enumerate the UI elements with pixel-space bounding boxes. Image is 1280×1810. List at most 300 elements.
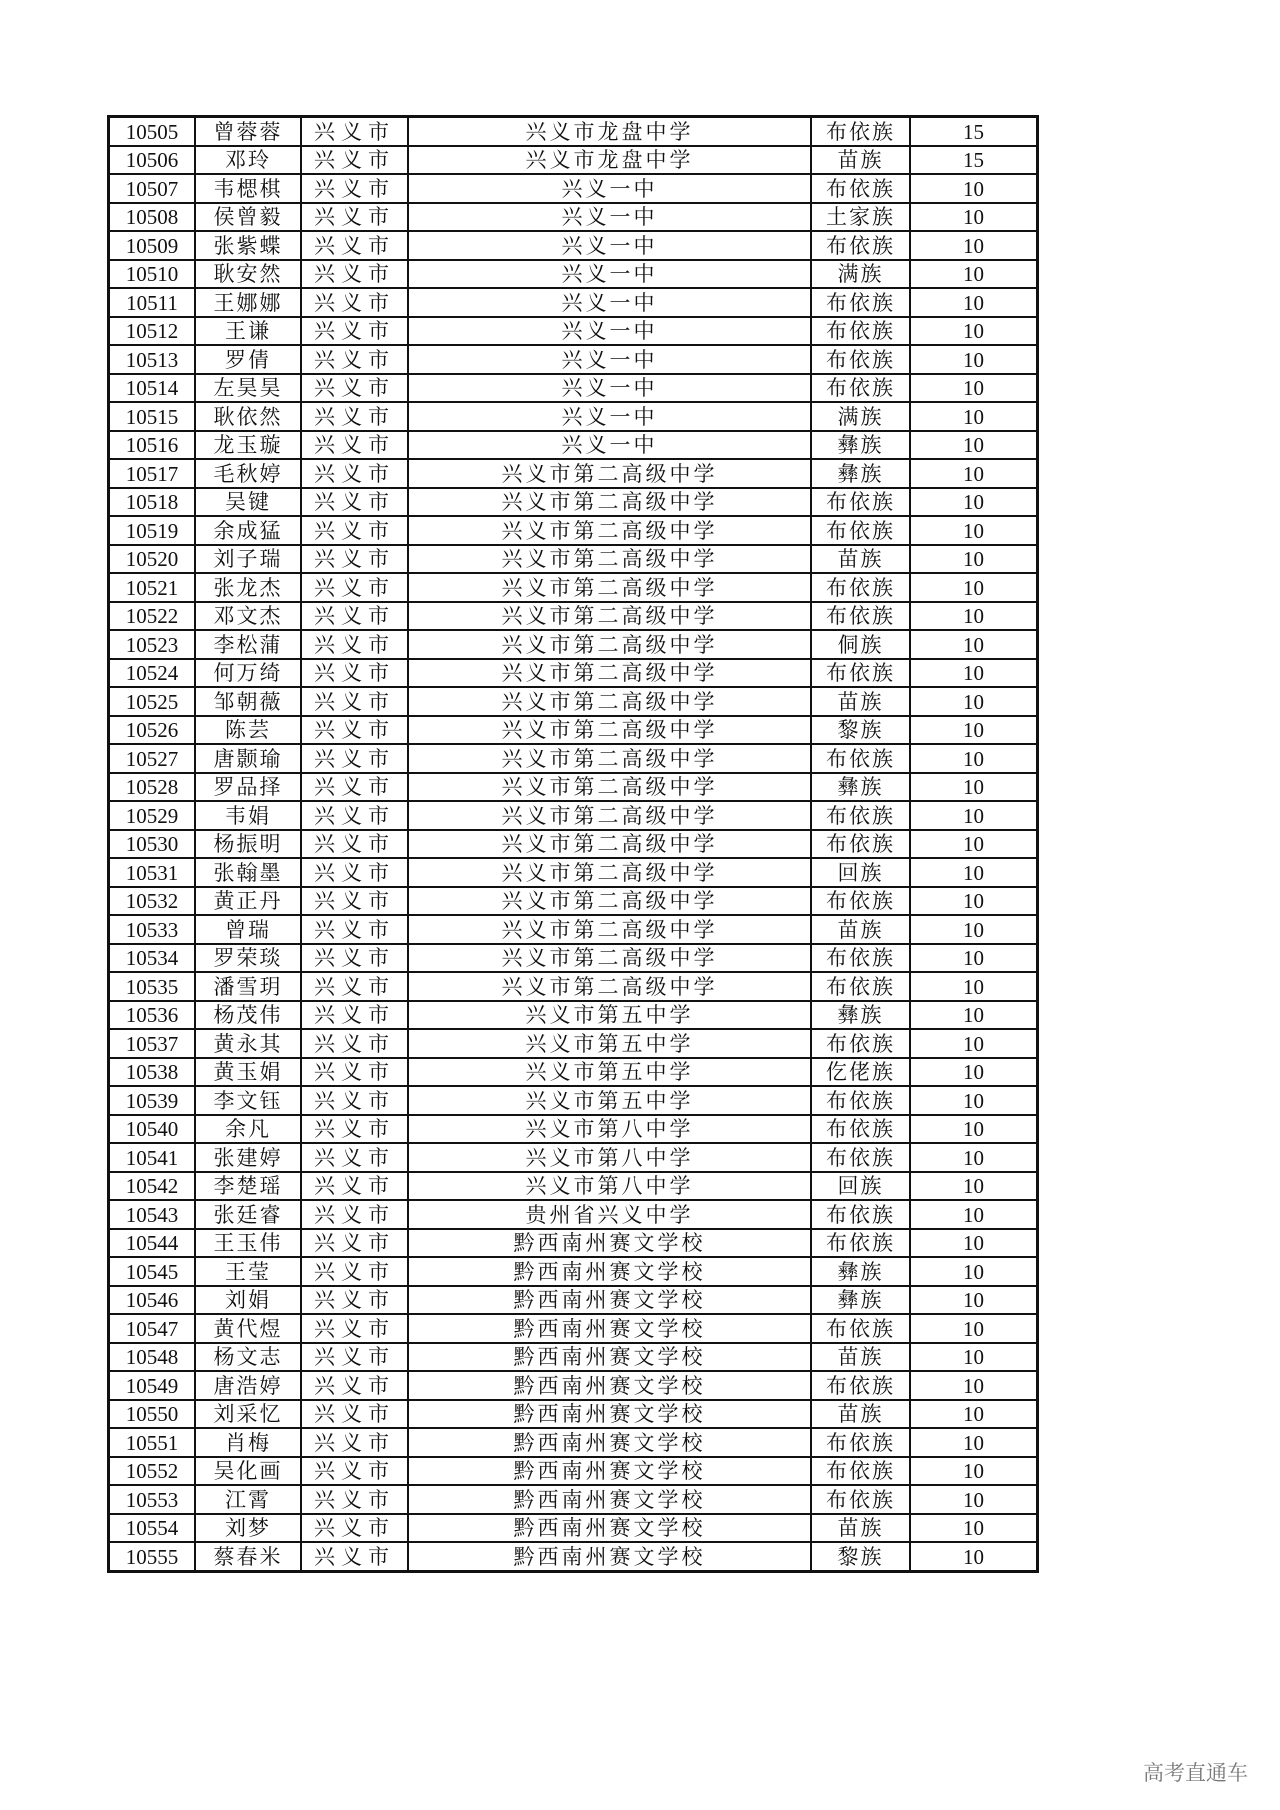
school-cell: 兴义市第二高级中学 [408, 830, 811, 859]
student-id-cell: 10531 [109, 858, 196, 887]
student-id-cell: 10512 [109, 317, 196, 346]
table-row [109, 630, 1038, 659]
student-name-cell: 余成猛 [195, 516, 301, 545]
table-row [109, 1400, 1038, 1429]
student-id-cell: 10521 [109, 573, 196, 602]
student-id-cell: 10551 [109, 1428, 196, 1457]
city-cell: 兴义市 [301, 858, 408, 887]
ethnicity-cell: 回族 [811, 858, 910, 887]
points-cell: 10 [910, 1257, 1038, 1286]
school-cell: 黔西南州赛文学校 [408, 1428, 811, 1457]
student-id-cell: 10547 [109, 1314, 196, 1343]
school-cell: 兴义市第二高级中学 [408, 630, 811, 659]
student-name-cell: 唐颢瑜 [195, 744, 301, 773]
table-row [109, 488, 1038, 517]
points-cell: 10 [910, 1086, 1038, 1115]
city-cell: 兴义市 [301, 602, 408, 631]
student-name-cell: 王谦 [195, 317, 301, 346]
student-name-cell: 杨茂伟 [195, 1001, 301, 1030]
student-name-cell: 刘梦 [195, 1514, 301, 1543]
city-cell: 兴义市 [301, 288, 408, 317]
student-name-cell: 刘采忆 [195, 1400, 301, 1429]
student-id-cell: 10506 [109, 146, 196, 175]
city-cell: 兴义市 [301, 1143, 408, 1172]
city-cell: 兴义市 [301, 146, 408, 175]
table-row [109, 374, 1038, 403]
student-name-cell: 耿依然 [195, 402, 301, 431]
student-name-cell: 毛秋婷 [195, 459, 301, 488]
city-cell: 兴义市 [301, 1485, 408, 1514]
city-cell: 兴义市 [301, 915, 408, 944]
points-cell: 10 [910, 345, 1038, 374]
table-row [109, 1172, 1038, 1201]
points-cell: 10 [910, 1200, 1038, 1229]
school-cell: 黔西南州赛文学校 [408, 1457, 811, 1486]
student-name-cell: 蔡春米 [195, 1542, 301, 1571]
ethnicity-cell: 满族 [811, 260, 910, 289]
school-cell: 黔西南州赛文学校 [408, 1371, 811, 1400]
ethnicity-cell: 满族 [811, 402, 910, 431]
points-cell: 10 [910, 1542, 1038, 1571]
ethnicity-cell: 黎族 [811, 1542, 910, 1571]
points-cell: 10 [910, 573, 1038, 602]
table-row [109, 1371, 1038, 1400]
student-id-cell: 10505 [109, 117, 196, 146]
city-cell: 兴义市 [301, 744, 408, 773]
student-id-cell: 10518 [109, 488, 196, 517]
points-cell: 10 [910, 1371, 1038, 1400]
city-cell: 兴义市 [301, 1343, 408, 1372]
points-cell: 10 [910, 972, 1038, 1001]
table-row [109, 887, 1038, 916]
city-cell: 兴义市 [301, 545, 408, 574]
points-cell: 10 [910, 516, 1038, 545]
student-name-cell: 邓玲 [195, 146, 301, 175]
school-cell: 兴义一中 [408, 231, 811, 260]
ethnicity-cell: 布依族 [811, 1428, 910, 1457]
points-cell: 10 [910, 944, 1038, 973]
school-cell: 黔西南州赛文学校 [408, 1343, 811, 1372]
table-row [109, 545, 1038, 574]
city-cell: 兴义市 [301, 1115, 408, 1144]
ethnicity-cell: 布依族 [811, 317, 910, 346]
school-cell: 兴义一中 [408, 374, 811, 403]
table-row [109, 573, 1038, 602]
student-id-cell: 10538 [109, 1058, 196, 1087]
student-name-cell: 罗品择 [195, 773, 301, 802]
student-name-cell: 邹朝薇 [195, 687, 301, 716]
ethnicity-cell: 布依族 [811, 830, 910, 859]
points-cell: 10 [910, 1428, 1038, 1457]
student-id-cell: 10509 [109, 231, 196, 260]
table-row [109, 1457, 1038, 1486]
school-cell: 黔西南州赛文学校 [408, 1257, 811, 1286]
student-id-cell: 10533 [109, 915, 196, 944]
ethnicity-cell: 布依族 [811, 1314, 910, 1343]
school-cell: 兴义市第二高级中学 [408, 716, 811, 745]
table-row [109, 773, 1038, 802]
school-cell: 兴义市第二高级中学 [408, 516, 811, 545]
points-cell: 10 [910, 1143, 1038, 1172]
table-row [109, 1029, 1038, 1058]
points-cell: 10 [910, 887, 1038, 916]
table-row [109, 431, 1038, 460]
points-cell: 10 [910, 858, 1038, 887]
student-name-cell: 张建婷 [195, 1143, 301, 1172]
ethnicity-cell: 布依族 [811, 944, 910, 973]
school-cell: 兴义市第二高级中学 [408, 944, 811, 973]
student-id-cell: 10537 [109, 1029, 196, 1058]
points-cell: 10 [910, 1343, 1038, 1372]
student-id-cell: 10543 [109, 1200, 196, 1229]
points-cell: 10 [910, 402, 1038, 431]
points-cell: 10 [910, 716, 1038, 745]
student-id-cell: 10555 [109, 1542, 196, 1571]
city-cell: 兴义市 [301, 1286, 408, 1315]
points-cell: 10 [910, 488, 1038, 517]
student-name-cell: 黄玉娟 [195, 1058, 301, 1087]
student-id-cell: 10524 [109, 659, 196, 688]
school-cell: 贵州省兴义中学 [408, 1200, 811, 1229]
city-cell: 兴义市 [301, 1001, 408, 1030]
student-id-cell: 10552 [109, 1457, 196, 1486]
ethnicity-cell: 布依族 [811, 801, 910, 830]
city-cell: 兴义市 [301, 1542, 408, 1571]
student-id-cell: 10516 [109, 431, 196, 460]
ethnicity-cell: 仡佬族 [811, 1058, 910, 1087]
table-row [109, 117, 1038, 146]
student-id-cell: 10523 [109, 630, 196, 659]
student-name-cell: 刘娟 [195, 1286, 301, 1315]
ethnicity-cell: 布依族 [811, 1143, 910, 1172]
school-cell: 兴义市第五中学 [408, 1029, 811, 1058]
city-cell: 兴义市 [301, 431, 408, 460]
school-cell: 兴义一中 [408, 260, 811, 289]
student-id-cell: 10514 [109, 374, 196, 403]
student-id-cell: 10522 [109, 602, 196, 631]
ethnicity-cell: 布依族 [811, 887, 910, 916]
ethnicity-cell: 布依族 [811, 174, 910, 203]
student-name-cell: 李松蒲 [195, 630, 301, 659]
ethnicity-cell: 黎族 [811, 716, 910, 745]
points-cell: 10 [910, 630, 1038, 659]
school-cell: 兴义市第二高级中学 [408, 915, 811, 944]
school-cell: 兴义一中 [408, 431, 811, 460]
table-row [109, 516, 1038, 545]
points-cell: 10 [910, 1115, 1038, 1144]
city-cell: 兴义市 [301, 573, 408, 602]
table-row [109, 1200, 1038, 1229]
student-id-cell: 10528 [109, 773, 196, 802]
student-name-cell: 曾蓉蓉 [195, 117, 301, 146]
city-cell: 兴义市 [301, 687, 408, 716]
student-name-cell: 张紫蝶 [195, 231, 301, 260]
student-id-cell: 10545 [109, 1257, 196, 1286]
student-name-cell: 张龙杰 [195, 573, 301, 602]
student-name-cell: 黄永其 [195, 1029, 301, 1058]
points-cell: 10 [910, 1314, 1038, 1343]
school-cell: 黔西南州赛文学校 [408, 1400, 811, 1429]
points-cell: 10 [910, 687, 1038, 716]
school-cell: 黔西南州赛文学校 [408, 1485, 811, 1514]
city-cell: 兴义市 [301, 1229, 408, 1258]
ethnicity-cell: 布依族 [811, 1200, 910, 1229]
city-cell: 兴义市 [301, 488, 408, 517]
school-cell: 兴义一中 [408, 288, 811, 317]
ethnicity-cell: 布依族 [811, 1229, 910, 1258]
student-name-cell: 李楚瑶 [195, 1172, 301, 1201]
ethnicity-cell: 布依族 [811, 345, 910, 374]
student-id-cell: 10542 [109, 1172, 196, 1201]
table-row [109, 1229, 1038, 1258]
student-id-cell: 10541 [109, 1143, 196, 1172]
table-row [109, 1086, 1038, 1115]
student-id-cell: 10517 [109, 459, 196, 488]
ethnicity-cell: 布依族 [811, 1371, 910, 1400]
student-name-cell: 何万绮 [195, 659, 301, 688]
ethnicity-cell: 布依族 [811, 972, 910, 1001]
student-id-cell: 10515 [109, 402, 196, 431]
city-cell: 兴义市 [301, 203, 408, 232]
student-name-cell: 杨文志 [195, 1343, 301, 1372]
points-cell: 10 [910, 1485, 1038, 1514]
ethnicity-cell: 布依族 [811, 659, 910, 688]
ethnicity-cell: 苗族 [811, 545, 910, 574]
school-cell: 兴义一中 [408, 402, 811, 431]
points-cell: 10 [910, 231, 1038, 260]
points-cell: 10 [910, 659, 1038, 688]
table-row [109, 459, 1038, 488]
city-cell: 兴义市 [301, 1428, 408, 1457]
student-id-cell: 10540 [109, 1115, 196, 1144]
city-cell: 兴义市 [301, 374, 408, 403]
points-cell: 10 [910, 288, 1038, 317]
student-id-cell: 10511 [109, 288, 196, 317]
school-cell: 兴义市第二高级中学 [408, 972, 811, 1001]
school-cell: 兴义一中 [408, 345, 811, 374]
city-cell: 兴义市 [301, 659, 408, 688]
student-name-cell: 龙玉璇 [195, 431, 301, 460]
table-row [109, 1001, 1038, 1030]
city-cell: 兴义市 [301, 117, 408, 146]
student-name-cell: 王娜娜 [195, 288, 301, 317]
student-name-cell: 李文钰 [195, 1086, 301, 1115]
school-cell: 兴义市第二高级中学 [408, 573, 811, 602]
points-cell: 10 [910, 1400, 1038, 1429]
student-id-cell: 10530 [109, 830, 196, 859]
ethnicity-cell: 布依族 [811, 1485, 910, 1514]
city-cell: 兴义市 [301, 260, 408, 289]
student-id-cell: 10519 [109, 516, 196, 545]
school-cell: 兴义市第二高级中学 [408, 459, 811, 488]
school-cell: 兴义市第二高级中学 [408, 488, 811, 517]
ethnicity-cell: 布依族 [811, 1457, 910, 1486]
school-cell: 兴义市第二高级中学 [408, 687, 811, 716]
points-cell: 10 [910, 431, 1038, 460]
ethnicity-cell: 布依族 [811, 231, 910, 260]
school-cell: 兴义市第五中学 [408, 1086, 811, 1115]
points-cell: 10 [910, 174, 1038, 203]
points-cell: 10 [910, 1172, 1038, 1201]
table-row [109, 345, 1038, 374]
city-cell: 兴义市 [301, 887, 408, 916]
school-cell: 兴义市龙盘中学 [408, 117, 811, 146]
table-row [109, 1314, 1038, 1343]
table-row [109, 1143, 1038, 1172]
ethnicity-cell: 彝族 [811, 773, 910, 802]
ethnicity-cell: 布依族 [811, 488, 910, 517]
city-cell: 兴义市 [301, 1400, 408, 1429]
student-table [107, 115, 1039, 1573]
student-name-cell: 张廷睿 [195, 1200, 301, 1229]
school-cell: 兴义一中 [408, 203, 811, 232]
student-name-cell: 肖梅 [195, 1428, 301, 1457]
student-id-cell: 10507 [109, 174, 196, 203]
table-row [109, 1343, 1038, 1372]
city-cell: 兴义市 [301, 972, 408, 1001]
student-id-cell: 10520 [109, 545, 196, 574]
ethnicity-cell: 布依族 [811, 117, 910, 146]
student-id-cell: 10535 [109, 972, 196, 1001]
city-cell: 兴义市 [301, 1200, 408, 1229]
ethnicity-cell: 回族 [811, 1172, 910, 1201]
city-cell: 兴义市 [301, 317, 408, 346]
student-name-cell: 罗倩 [195, 345, 301, 374]
student-name-cell: 吴化画 [195, 1457, 301, 1486]
points-cell: 10 [910, 915, 1038, 944]
table-row [109, 288, 1038, 317]
city-cell: 兴义市 [301, 459, 408, 488]
city-cell: 兴义市 [301, 516, 408, 545]
student-name-cell: 邓文杰 [195, 602, 301, 631]
student-name-cell: 耿安然 [195, 260, 301, 289]
ethnicity-cell: 苗族 [811, 687, 910, 716]
table-row [109, 687, 1038, 716]
city-cell: 兴义市 [301, 1172, 408, 1201]
table-row [109, 915, 1038, 944]
city-cell: 兴义市 [301, 1514, 408, 1543]
points-cell: 10 [910, 260, 1038, 289]
school-cell: 兴义市第二高级中学 [408, 602, 811, 631]
city-cell: 兴义市 [301, 1058, 408, 1087]
student-id-cell: 10513 [109, 345, 196, 374]
points-cell: 10 [910, 801, 1038, 830]
school-cell: 黔西南州赛文学校 [408, 1314, 811, 1343]
ethnicity-cell: 布依族 [811, 602, 910, 631]
table-row [109, 830, 1038, 859]
table-row [109, 1115, 1038, 1144]
ethnicity-cell: 苗族 [811, 1343, 910, 1372]
school-cell: 黔西南州赛文学校 [408, 1542, 811, 1571]
city-cell: 兴义市 [301, 1371, 408, 1400]
points-cell: 10 [910, 830, 1038, 859]
points-cell: 10 [910, 1029, 1038, 1058]
student-id-cell: 10529 [109, 801, 196, 830]
school-cell: 黔西南州赛文学校 [408, 1514, 811, 1543]
student-id-cell: 10544 [109, 1229, 196, 1258]
ethnicity-cell: 苗族 [811, 1400, 910, 1429]
table-row [109, 260, 1038, 289]
student-name-cell: 吴键 [195, 488, 301, 517]
city-cell: 兴义市 [301, 402, 408, 431]
student-id-cell: 10553 [109, 1485, 196, 1514]
student-name-cell: 韦娟 [195, 801, 301, 830]
city-cell: 兴义市 [301, 830, 408, 859]
student-name-cell: 杨振明 [195, 830, 301, 859]
student-name-cell: 黄正丹 [195, 887, 301, 916]
ethnicity-cell: 布依族 [811, 374, 910, 403]
table-row [109, 716, 1038, 745]
student-name-cell: 侯曾毅 [195, 203, 301, 232]
points-cell: 10 [910, 1457, 1038, 1486]
table-row [109, 944, 1038, 973]
student-id-cell: 10527 [109, 744, 196, 773]
student-name-cell: 江霄 [195, 1485, 301, 1514]
ethnicity-cell: 布依族 [811, 744, 910, 773]
ethnicity-cell: 布依族 [811, 1115, 910, 1144]
points-cell: 10 [910, 1058, 1038, 1087]
student-name-cell: 陈芸 [195, 716, 301, 745]
table-row [109, 602, 1038, 631]
city-cell: 兴义市 [301, 1457, 408, 1486]
table-row [109, 1514, 1038, 1543]
student-id-cell: 10525 [109, 687, 196, 716]
ethnicity-cell: 布依族 [811, 1086, 910, 1115]
table-row [109, 174, 1038, 203]
city-cell: 兴义市 [301, 944, 408, 973]
ethnicity-cell: 彝族 [811, 431, 910, 460]
student-name-cell: 罗荣琰 [195, 944, 301, 973]
table-row [109, 402, 1038, 431]
student-id-cell: 10526 [109, 716, 196, 745]
school-cell: 兴义市第二高级中学 [408, 744, 811, 773]
student-name-cell: 曾瑞 [195, 915, 301, 944]
table-row [109, 231, 1038, 260]
student-name-cell: 黄代煜 [195, 1314, 301, 1343]
points-cell: 10 [910, 203, 1038, 232]
table-row [109, 1542, 1038, 1571]
student-name-cell: 刘子瑞 [195, 545, 301, 574]
ethnicity-cell: 彝族 [811, 459, 910, 488]
points-cell: 10 [910, 1229, 1038, 1258]
ethnicity-cell: 苗族 [811, 146, 910, 175]
ethnicity-cell: 侗族 [811, 630, 910, 659]
school-cell: 兴义市第二高级中学 [408, 659, 811, 688]
ethnicity-cell: 布依族 [811, 573, 910, 602]
student-name-cell: 王玉伟 [195, 1229, 301, 1258]
points-cell: 10 [910, 1001, 1038, 1030]
city-cell: 兴义市 [301, 345, 408, 374]
ethnicity-cell: 苗族 [811, 915, 910, 944]
ethnicity-cell: 布依族 [811, 1029, 910, 1058]
points-cell: 10 [910, 317, 1038, 346]
table-row [109, 1286, 1038, 1315]
student-name-cell: 王莹 [195, 1257, 301, 1286]
city-cell: 兴义市 [301, 1257, 408, 1286]
student-id-cell: 10554 [109, 1514, 196, 1543]
school-cell: 兴义市第五中学 [408, 1001, 811, 1030]
city-cell: 兴义市 [301, 1086, 408, 1115]
student-id-cell: 10546 [109, 1286, 196, 1315]
ethnicity-cell: 苗族 [811, 1514, 910, 1543]
student-id-cell: 10548 [109, 1343, 196, 1372]
city-cell: 兴义市 [301, 174, 408, 203]
points-cell: 10 [910, 773, 1038, 802]
school-cell: 兴义市第二高级中学 [408, 801, 811, 830]
student-name-cell: 张翰墨 [195, 858, 301, 887]
points-cell: 10 [910, 545, 1038, 574]
table-row [109, 1485, 1038, 1514]
